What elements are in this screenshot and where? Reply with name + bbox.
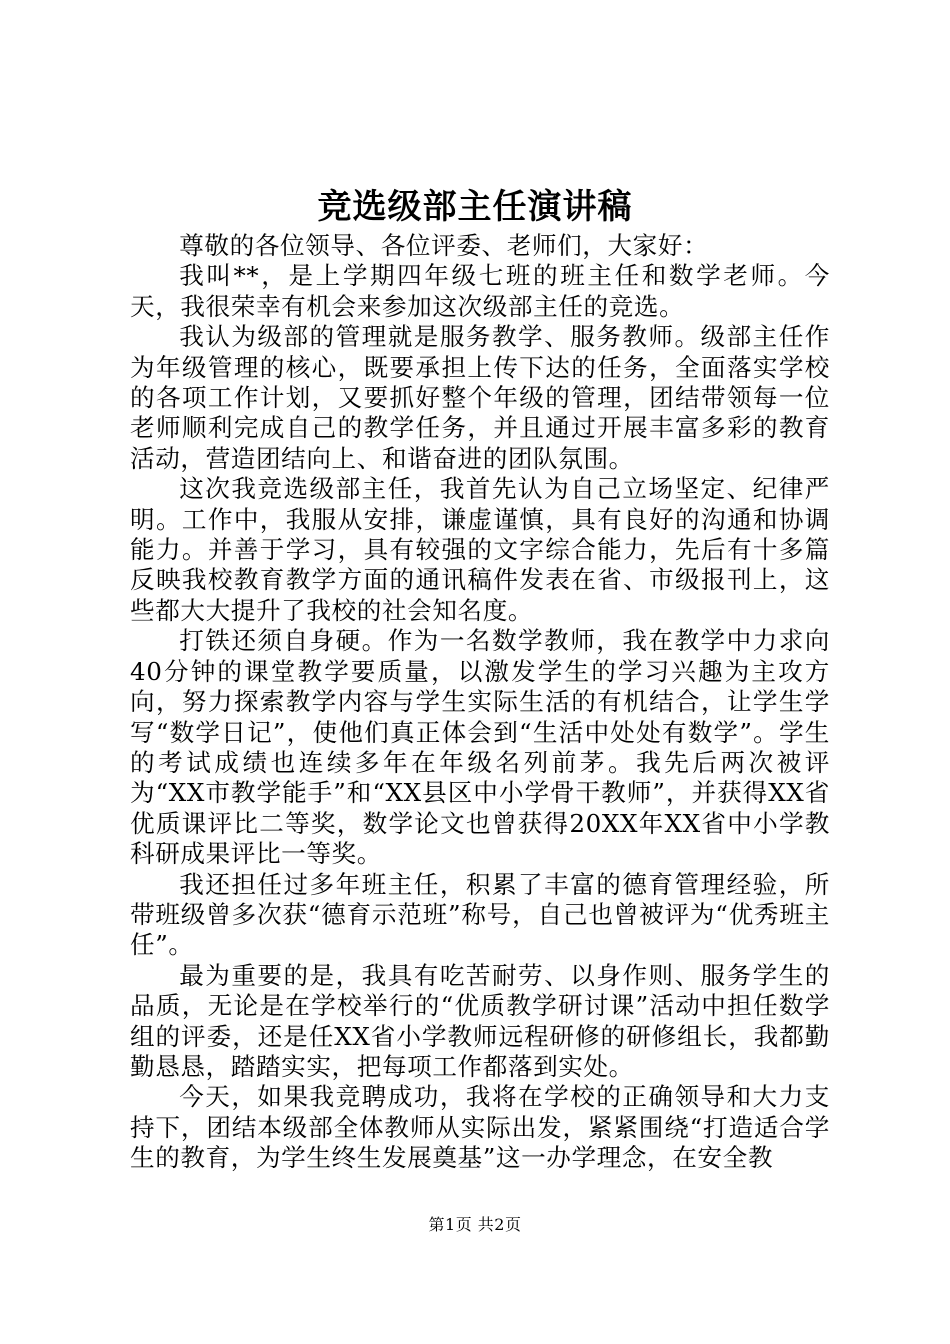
page-number-footer: 第1页 共2页 bbox=[428, 1215, 522, 1234]
paragraph-teaching-achievements: 打铁还须自身硬。作为一名数学教师，我在教学中力求向40分钟的课堂教学要质量，以激发学生的学习兴趣为主攻方向，努力探索教学内容与学生实际生活的有机结合，让学生学写“数学日记”，使他们真正体会到“生活中处处有数学”。学生的考试成绩也连续多年在年级名列前茅。我先后两次被评为“XX市教学能手”和“XX县区中小学骨干教师”，并获得XX省优质课评比二等奖，数学论文也曾获得20XX年XX省中小学教科研成果评比一等奖。 bbox=[130, 626, 830, 869]
document-title: 竞选级部主任演讲稿 bbox=[317, 187, 633, 227]
paragraph-class-teacher-experience: 我还担任过多年班主任，积累了丰富的德育管理经验，所带班级曾多次获“德育示范班”称号，自己也曾被评为“优秀班主任”。 bbox=[130, 869, 830, 960]
document-body bbox=[130, 231, 830, 1174]
paragraph-introduction: 我叫**，是上学期四年级七班的班主任和数学老师。今天，我很荣幸有机会来参加这次级部主任的竞选。 bbox=[130, 261, 830, 321]
paragraph-future-plan: 今天，如果我竞聘成功，我将在学校的正确领导和大力支持下，团结本级部全体教师从实际出发，紧紧围绕“打造适合学生的教育，为学生终生发展奠基”这一办学理念，在安全教 bbox=[130, 1082, 830, 1173]
paragraph-management-view: 我认为级部的管理就是服务教学、服务教师。级部主任作为年级管理的核心，既要承担上传下达的任务，全面落实学校的各项工作计划，又要抓好整个年级的管理，团结带领每一位老师顺利完成自己的教学任务，并且通过开展丰富多彩的教育活动，营造团结向上、和谐奋进的团队氛围。 bbox=[130, 322, 830, 473]
paragraph-qualities: 这次我竞选级部主任，我首先认为自己立场坚定、纪律严明。工作中，我服从安排，谦虚谨慎，具有良好的沟通和协调能力。并善于学习，具有较强的文字综合能力，先后有十多篇反映我校教育教学方面的通讯稿件发表在省、市级报刊上，这些都大大提升了我校的社会知名度。 bbox=[130, 474, 830, 625]
paragraph-work-attitude: 最为重要的是，我具有吃苦耐劳、以身作则、服务学生的品质，无论是在学校举行的“优质教学研讨课”活动中担任数学组的评委，还是任XX省小学教师远程研修的研修组长，我都勤勤恳恳，踏踏实实，把每项工作都落到实处。 bbox=[130, 960, 830, 1081]
paragraph-greeting: 尊敬的各位领导、各位评委、老师们，大家好： bbox=[179, 231, 709, 260]
